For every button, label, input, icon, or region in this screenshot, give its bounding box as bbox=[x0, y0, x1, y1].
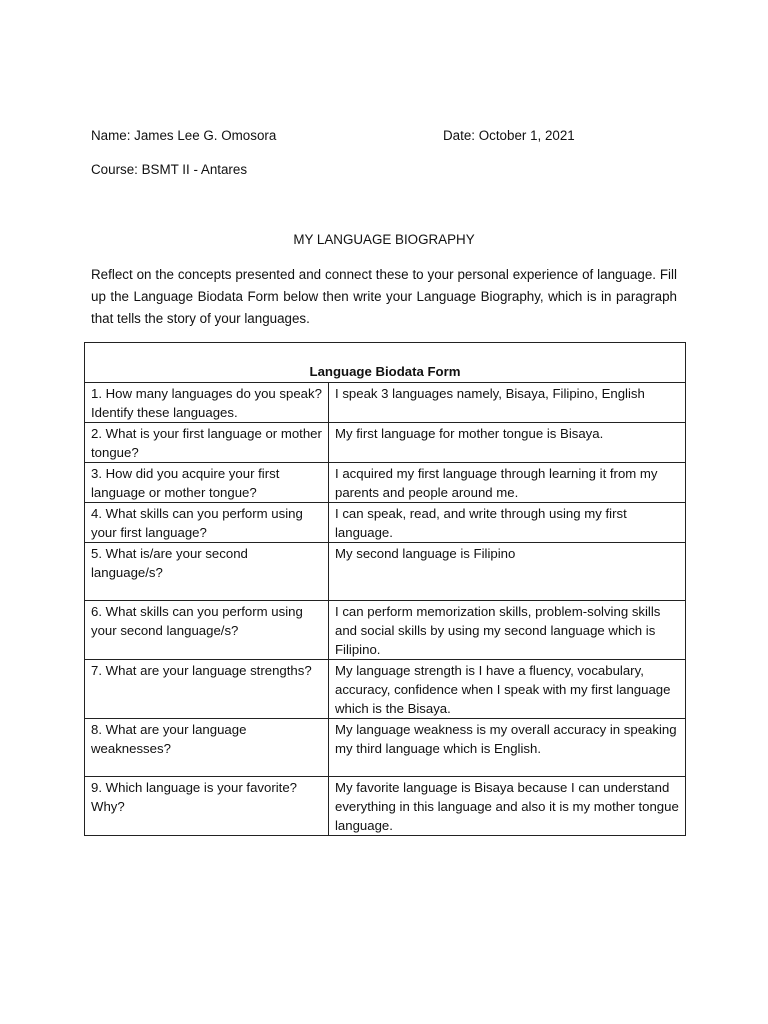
table-row bbox=[85, 423, 686, 463]
submission-date: Date: October 1, 2021 bbox=[443, 128, 575, 143]
answer-cell: My language weakness is my overall accuracy in speaking my third language which is English. bbox=[329, 719, 686, 777]
question-cell: 9. Which language is your favorite? Why? bbox=[85, 777, 329, 836]
answer-cell: I speak 3 languages namely, Bisaya, Filipino, English bbox=[329, 383, 686, 423]
table-row bbox=[85, 503, 686, 543]
answer-cell: My first language for mother tongue is Bisaya. bbox=[329, 423, 686, 463]
question-cell: 8. What are your language weaknesses? bbox=[85, 719, 329, 777]
answer-cell: My language strength is I have a fluency, vocabulary, accuracy, confidence when I speak with my first language which is the Bisaya. bbox=[329, 660, 686, 719]
document-title: MY LANGUAGE BIOGRAPHY bbox=[293, 232, 475, 247]
question-cell: 1. How many languages do you speak? Identify these languages. bbox=[85, 383, 329, 423]
table-title: Language Biodata Form bbox=[85, 343, 686, 383]
answer-cell: I can speak, read, and write through using my first language. bbox=[329, 503, 686, 543]
table-row bbox=[85, 777, 686, 836]
student-name: Name: James Lee G. Omosora bbox=[91, 128, 277, 143]
question-cell: 6. What skills can you perform using your second language/s? bbox=[85, 601, 329, 660]
answer-cell: I acquired my first language through learning it from my parents and people around me. bbox=[329, 463, 686, 503]
table-row bbox=[85, 543, 686, 601]
table-row bbox=[85, 660, 686, 719]
question-cell: 2. What is your first language or mother tongue? bbox=[85, 423, 329, 463]
answer-cell: My second language is Filipino bbox=[329, 543, 686, 601]
question-cell: 4. What skills can you perform using your first language? bbox=[85, 503, 329, 543]
question-cell: 3. How did you acquire your first language or mother tongue? bbox=[85, 463, 329, 503]
answer-cell: I can perform memorization skills, problem-solving skills and social skills by using my second language which is Filipino. bbox=[329, 601, 686, 660]
table-row bbox=[85, 383, 686, 423]
question-cell: 7. What are your language strengths? bbox=[85, 660, 329, 719]
student-course: Course: BSMT II - Antares bbox=[91, 162, 248, 177]
question-cell: 5. What is/are your second language/s? bbox=[85, 543, 329, 601]
table-row bbox=[85, 719, 686, 777]
answer-cell: My favorite language is Bisaya because I can understand everything in this language and also it is my mother tongue language. bbox=[329, 777, 686, 836]
table-row bbox=[85, 601, 686, 660]
language-biodata-table bbox=[84, 342, 686, 836]
table-row bbox=[85, 463, 686, 503]
instructions-paragraph: Reflect on the concepts presented and connect these to your personal experience of language. Fill up the Language Biodata Form below then write your Language Biography, which is in paragraph that tells the story of your languages. bbox=[91, 267, 677, 326]
